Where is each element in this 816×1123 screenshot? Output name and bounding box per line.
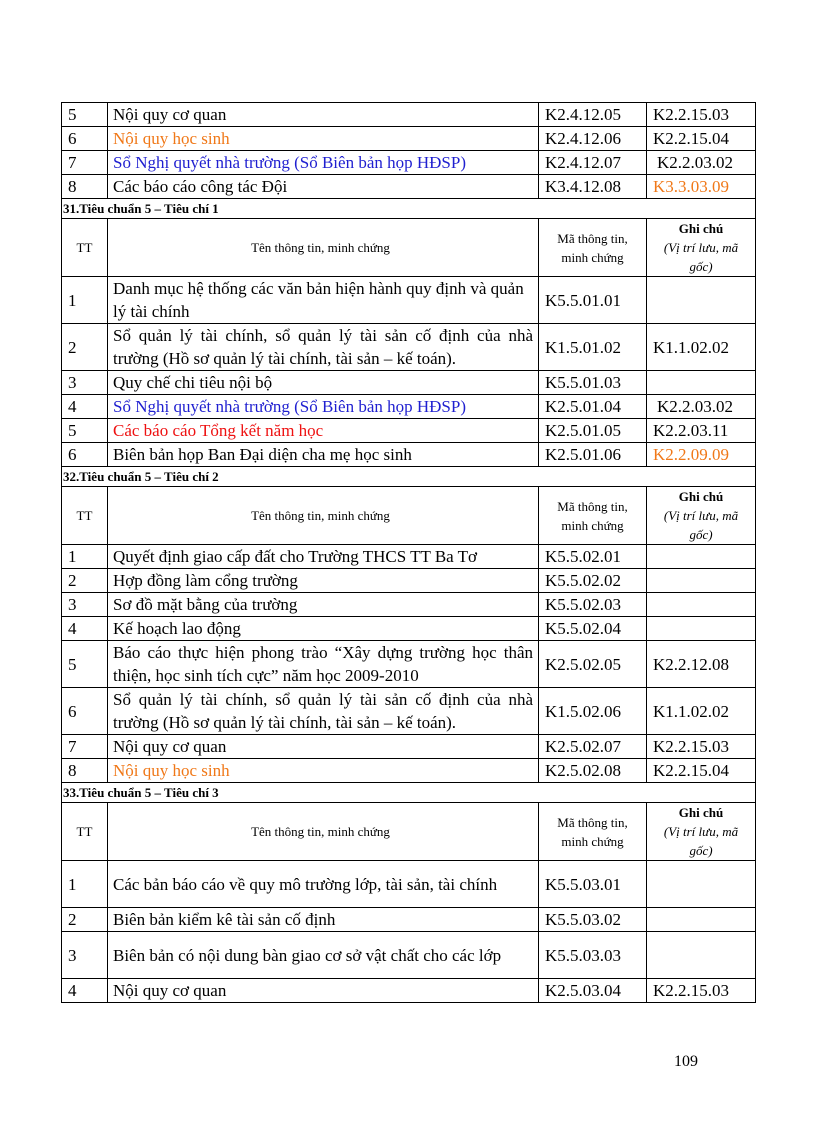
evidence-note: K1.1.02.02: [647, 324, 756, 371]
evidence-code: K5.5.02.03: [539, 593, 647, 617]
evidence-note: K3.3.03.09: [647, 175, 756, 199]
header-code: Mã thông tin, minh chứng: [539, 219, 647, 277]
row-number: 5: [62, 103, 108, 127]
row-number: 7: [62, 735, 108, 759]
evidence-name: Quy chế chi tiêu nội bộ: [108, 371, 539, 395]
evidence-note: K2.2.15.03: [647, 735, 756, 759]
table-row: [62, 908, 756, 932]
row-number: 5: [62, 419, 108, 443]
table-row: [62, 641, 756, 688]
evidence-code: K2.5.02.07: [539, 735, 647, 759]
evidence-note: K2.2.12.08: [647, 641, 756, 688]
table-row: [62, 324, 756, 371]
header-tt: TT: [62, 487, 108, 545]
evidence-code: K2.4.12.05: [539, 103, 647, 127]
table-row: [62, 175, 756, 199]
evidence-note: K2.2.03.02: [647, 151, 756, 175]
header-code: Mã thông tin, minh chứng: [539, 487, 647, 545]
header-note: Ghi chú (Vị trí lưu, mã gốc): [647, 487, 756, 545]
section-title: 33.Tiêu chuẩn 5 – Tiêu chí 3: [62, 783, 756, 803]
evidence-note: [647, 932, 756, 979]
evidence-name: Sổ Nghị quyết nhà trường (Sổ Biên bản họp HĐSP): [108, 151, 539, 175]
evidence-code: K2.5.03.04: [539, 979, 647, 1003]
row-number: 3: [62, 932, 108, 979]
evidence-name: Hợp đồng làm cổng trường: [108, 569, 539, 593]
table-row: [62, 759, 756, 783]
table-row: [62, 443, 756, 467]
row-number: 8: [62, 759, 108, 783]
table-row: [62, 688, 756, 735]
evidence-code: K5.5.01.03: [539, 371, 647, 395]
evidence-note: K2.2.03.02: [647, 395, 756, 419]
row-number: 6: [62, 443, 108, 467]
row-number: 1: [62, 277, 108, 324]
row-number: 5: [62, 641, 108, 688]
table-row: [62, 395, 756, 419]
table-row: [62, 593, 756, 617]
evidence-note: [647, 617, 756, 641]
table-row: [62, 371, 756, 395]
evidence-code: K2.4.12.07: [539, 151, 647, 175]
evidence-note: [647, 569, 756, 593]
row-number: 1: [62, 545, 108, 569]
evidence-name: Các báo cáo công tác Đội: [108, 175, 539, 199]
evidence-code: K2.5.01.05: [539, 419, 647, 443]
table-row: [62, 127, 756, 151]
evidence-note: [647, 545, 756, 569]
evidence-code: K1.5.01.02: [539, 324, 647, 371]
evidence-name: Sổ quản lý tài chính, sổ quản lý tài sản cố định của nhà trường (Hồ sơ quản lý tài chính, tài sản – kế toán).: [108, 324, 539, 371]
evidence-note: K2.2.15.03: [647, 103, 756, 127]
table-row: [62, 277, 756, 324]
evidence-name: Quyết định giao cấp đất cho Trường THCS TT Ba Tơ: [108, 545, 539, 569]
evidence-name: Biên bản họp Ban Đại diện cha mẹ học sinh: [108, 443, 539, 467]
table-row: [62, 569, 756, 593]
evidence-code: K5.5.02.01: [539, 545, 647, 569]
header-name: Tên thông tin, minh chứng: [108, 219, 539, 277]
header-tt: TT: [62, 219, 108, 277]
evidence-note: K2.2.15.03: [647, 979, 756, 1003]
evidence-code: K5.5.02.02: [539, 569, 647, 593]
table-row: [62, 103, 756, 127]
evidence-name: Kế hoạch lao động: [108, 617, 539, 641]
evidence-name: Nội quy học sinh: [108, 127, 539, 151]
row-number: 3: [62, 371, 108, 395]
table-header-row: [62, 487, 756, 545]
evidence-name: Biên bản có nội dung bàn giao cơ sở vật chất cho các lớp: [108, 932, 539, 979]
evidence-note: [647, 593, 756, 617]
evidence-name: Sơ đồ mặt bằng của trường: [108, 593, 539, 617]
evidence-name: Sổ quản lý tài chính, sổ quản lý tài sản cố định của nhà trường (Hồ sơ quản lý tài chính, tài sản – kế toán).: [108, 688, 539, 735]
table-row: [62, 735, 756, 759]
row-number: 1: [62, 861, 108, 908]
page-number: 109: [674, 1053, 698, 1070]
header-code: Mã thông tin, minh chứng: [539, 803, 647, 861]
evidence-code: K5.5.03.01: [539, 861, 647, 908]
document-page: [61, 102, 755, 1003]
table-row: [62, 861, 756, 908]
row-number: 2: [62, 324, 108, 371]
evidence-code: K2.4.12.06: [539, 127, 647, 151]
row-number: 6: [62, 127, 108, 151]
evidence-name: Các bản báo cáo về quy mô trường lớp, tài sản, tài chính: [108, 861, 539, 908]
table-row: [62, 932, 756, 979]
row-number: 4: [62, 979, 108, 1003]
section-title-row: [62, 783, 756, 803]
table-header-row: [62, 219, 756, 277]
evidence-note: K2.2.09.09: [647, 443, 756, 467]
evidence-code: K2.5.01.04: [539, 395, 647, 419]
header-note: Ghi chú (Vị trí lưu, mã gốc): [647, 803, 756, 861]
table-row: [62, 419, 756, 443]
evidence-name: Nội quy cơ quan: [108, 103, 539, 127]
evidence-name: Nội quy cơ quan: [108, 735, 539, 759]
section-title-row: [62, 199, 756, 219]
evidence-note: [647, 371, 756, 395]
evidence-code: K1.5.02.06: [539, 688, 647, 735]
header-name: Tên thông tin, minh chứng: [108, 803, 539, 861]
evidence-name: Nội quy học sinh: [108, 759, 539, 783]
evidence-name: Sổ Nghị quyết nhà trường (Sổ Biên bản họp HĐSP): [108, 395, 539, 419]
evidence-note: [647, 861, 756, 908]
evidence-note: K2.2.15.04: [647, 127, 756, 151]
header-note: Ghi chú (Vị trí lưu, mã gốc): [647, 219, 756, 277]
evidence-note: K2.2.03.11: [647, 419, 756, 443]
row-number: 4: [62, 395, 108, 419]
evidence-note: K2.2.15.04: [647, 759, 756, 783]
section-title-row: [62, 467, 756, 487]
row-number: 7: [62, 151, 108, 175]
row-number: 2: [62, 569, 108, 593]
row-number: 6: [62, 688, 108, 735]
evidence-code: K2.5.02.05: [539, 641, 647, 688]
header-name: Tên thông tin, minh chứng: [108, 487, 539, 545]
evidence-name: Nội quy cơ quan: [108, 979, 539, 1003]
evidence-code: K5.5.03.02: [539, 908, 647, 932]
section-title: 31.Tiêu chuẩn 5 – Tiêu chí 1: [62, 199, 756, 219]
evidence-code: K2.5.02.08: [539, 759, 647, 783]
row-number: 4: [62, 617, 108, 641]
evidence-name: Các báo cáo Tổng kết năm học: [108, 419, 539, 443]
table-row: [62, 979, 756, 1003]
evidence-name: Biên bản kiểm kê tài sản cố định: [108, 908, 539, 932]
table-row: [62, 545, 756, 569]
evidence-code: K5.5.01.01: [539, 277, 647, 324]
header-tt: TT: [62, 803, 108, 861]
evidence-code: K5.5.02.04: [539, 617, 647, 641]
evidence-name: Báo cáo thực hiện phong trào “Xây dựng trường học thân thiện, học sinh tích cực” năm học 2009-2010: [108, 641, 539, 688]
evidence-name: Danh mục hệ thống các văn bản hiện hành quy định và quản lý tài chính: [108, 277, 539, 324]
row-number: 8: [62, 175, 108, 199]
evidence-code: K2.5.01.06: [539, 443, 647, 467]
evidence-note: [647, 908, 756, 932]
evidence-table: [61, 102, 756, 1003]
table-row: [62, 617, 756, 641]
table-row: [62, 151, 756, 175]
evidence-code: K3.4.12.08: [539, 175, 647, 199]
table-header-row: [62, 803, 756, 861]
row-number: 3: [62, 593, 108, 617]
evidence-note: [647, 277, 756, 324]
evidence-code: K5.5.03.03: [539, 932, 647, 979]
row-number: 2: [62, 908, 108, 932]
evidence-note: K1.1.02.02: [647, 688, 756, 735]
section-title: 32.Tiêu chuẩn 5 – Tiêu chí 2: [62, 467, 756, 487]
